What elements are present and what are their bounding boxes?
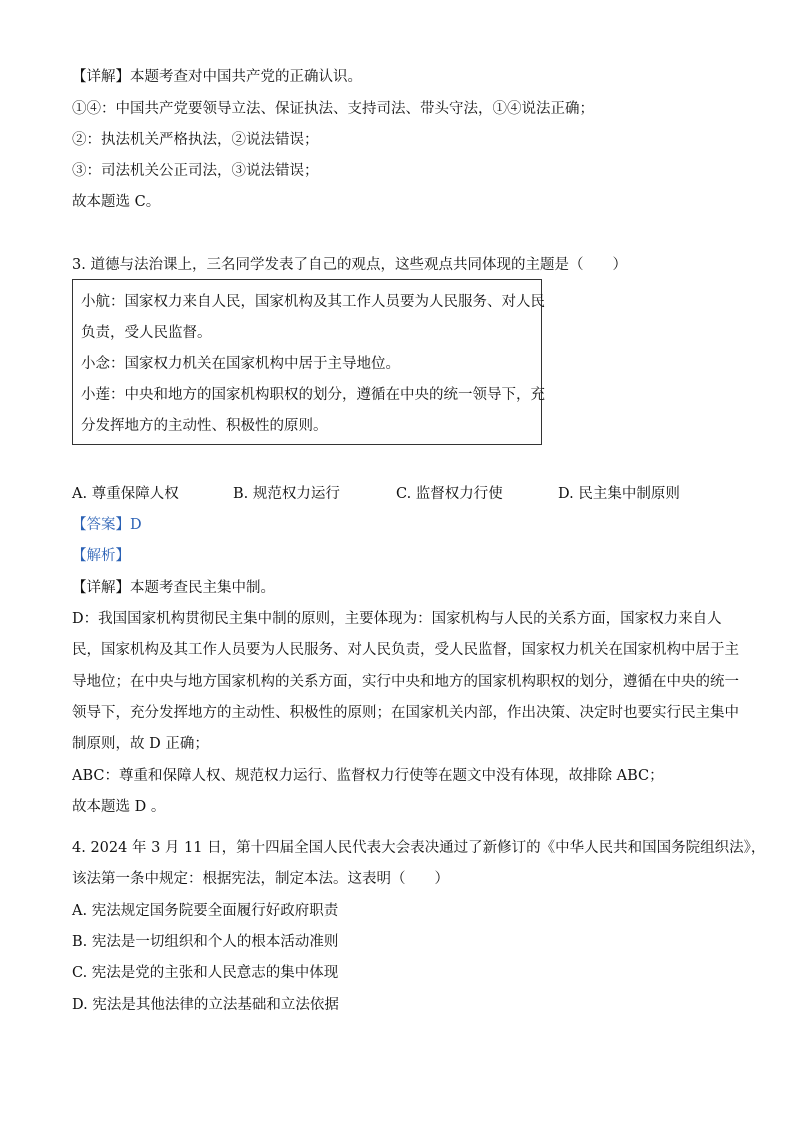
q3-option-c: C. 监督权力行使 [396,486,503,502]
q3-answer: 【答案】D [72,517,142,533]
q3-detail-line-5: 制原则，故 D 正确； [72,736,209,752]
q2-explain-line-1: ①④：中国共产党要领导立法、保证执法、支持司法、带头守法，①④说法正确； [72,101,594,117]
q3-box-line-4: 小莲：中央和地方的国家机构职权的划分，遵循在中央的统一领导下，充 [81,387,545,403]
q2-conclusion: 故本题选 C。 [72,194,161,210]
q3-box-line-3: 小念：国家权力机关在国家机构中居于主导地位。 [81,356,400,372]
q4-option-a: A. 宪法规定国务院要全面履行好政府职责 [72,903,339,919]
q3-detail-line-1: D：我国国家机构贯彻民主集中制的原则，主要体现为：国家机构与人民的关系方面，国家权力来自人 [72,611,722,627]
q3-box-line-1: 小航：国家权力来自人民，国家机构及其工作人员要为人民服务、对人民 [81,294,545,310]
q4-stem-line-2: 该法第一条中规定：根据宪法，制定本法。这表明（ ） [72,871,449,887]
q2-explain-line-2: ②：执法机关严格执法，②说法错误； [72,132,319,148]
q3-box-line-2: 负责，受人民监督。 [81,325,212,341]
q3-detail-line-2: 民，国家机构及其工作人员要为人民服务、对人民负责，受人民监督，国家权力机关在国家机构中居于主 [72,642,739,658]
q3-conclusion: 故本题选 D 。 [72,799,166,815]
q3-box-line-5: 分发挥地方的主动性、积极性的原则。 [81,418,328,434]
q4-stem-line-1: 4. 2024 年 3 月 11 日，第十四届全国人民代表大会表决通过了新修订的《中华人民共和国国务院组织法》， [72,840,766,856]
q4-option-c: C. 宪法是党的主张和人民意志的集中体现 [72,965,339,981]
q3-analysis-label: 【解析】 [72,548,130,564]
q3-option-b: B. 规范权力运行 [233,486,340,502]
q2-detail: 【详解】本题考查对中国共产党的正确认识。 [72,69,362,85]
q2-explain-line-3: ③：司法机关公正司法，③说法错误； [72,163,319,179]
q3-detail-line-3: 导地位；在中央与地方国家机构的关系方面，实行中央和地方的国家机构职权的划分，遵循在中央的统一 [72,674,739,690]
q4-option-b: B. 宪法是一切组织和个人的根本活动准则 [72,934,339,950]
q3-detail: 【详解】本题考查民主集中制。 [72,580,275,596]
q3-option-a: A. 尊重保障人权 [72,486,179,502]
q4-option-d: D. 宪法是其他法律的立法基础和立法依据 [72,997,339,1013]
q3-option-d: D. 民主集中制原则 [558,486,680,502]
q3-material-box [72,279,545,445]
q3-abc-exclusion: ABC：尊重和保障人权、规范权力运行、监督权力行使等在题文中没有体现，故排除 ABC； [72,768,664,784]
q3-stem: 3. 道德与法治课上，三名同学发表了自己的观点，这些观点共同体现的主题是（ ） [72,257,627,273]
q3-detail-line-4: 领导下，充分发挥地方的主动性、积极性的原则；在国家机关内部，作出决策、决定时也要实行民主集中 [72,705,739,721]
